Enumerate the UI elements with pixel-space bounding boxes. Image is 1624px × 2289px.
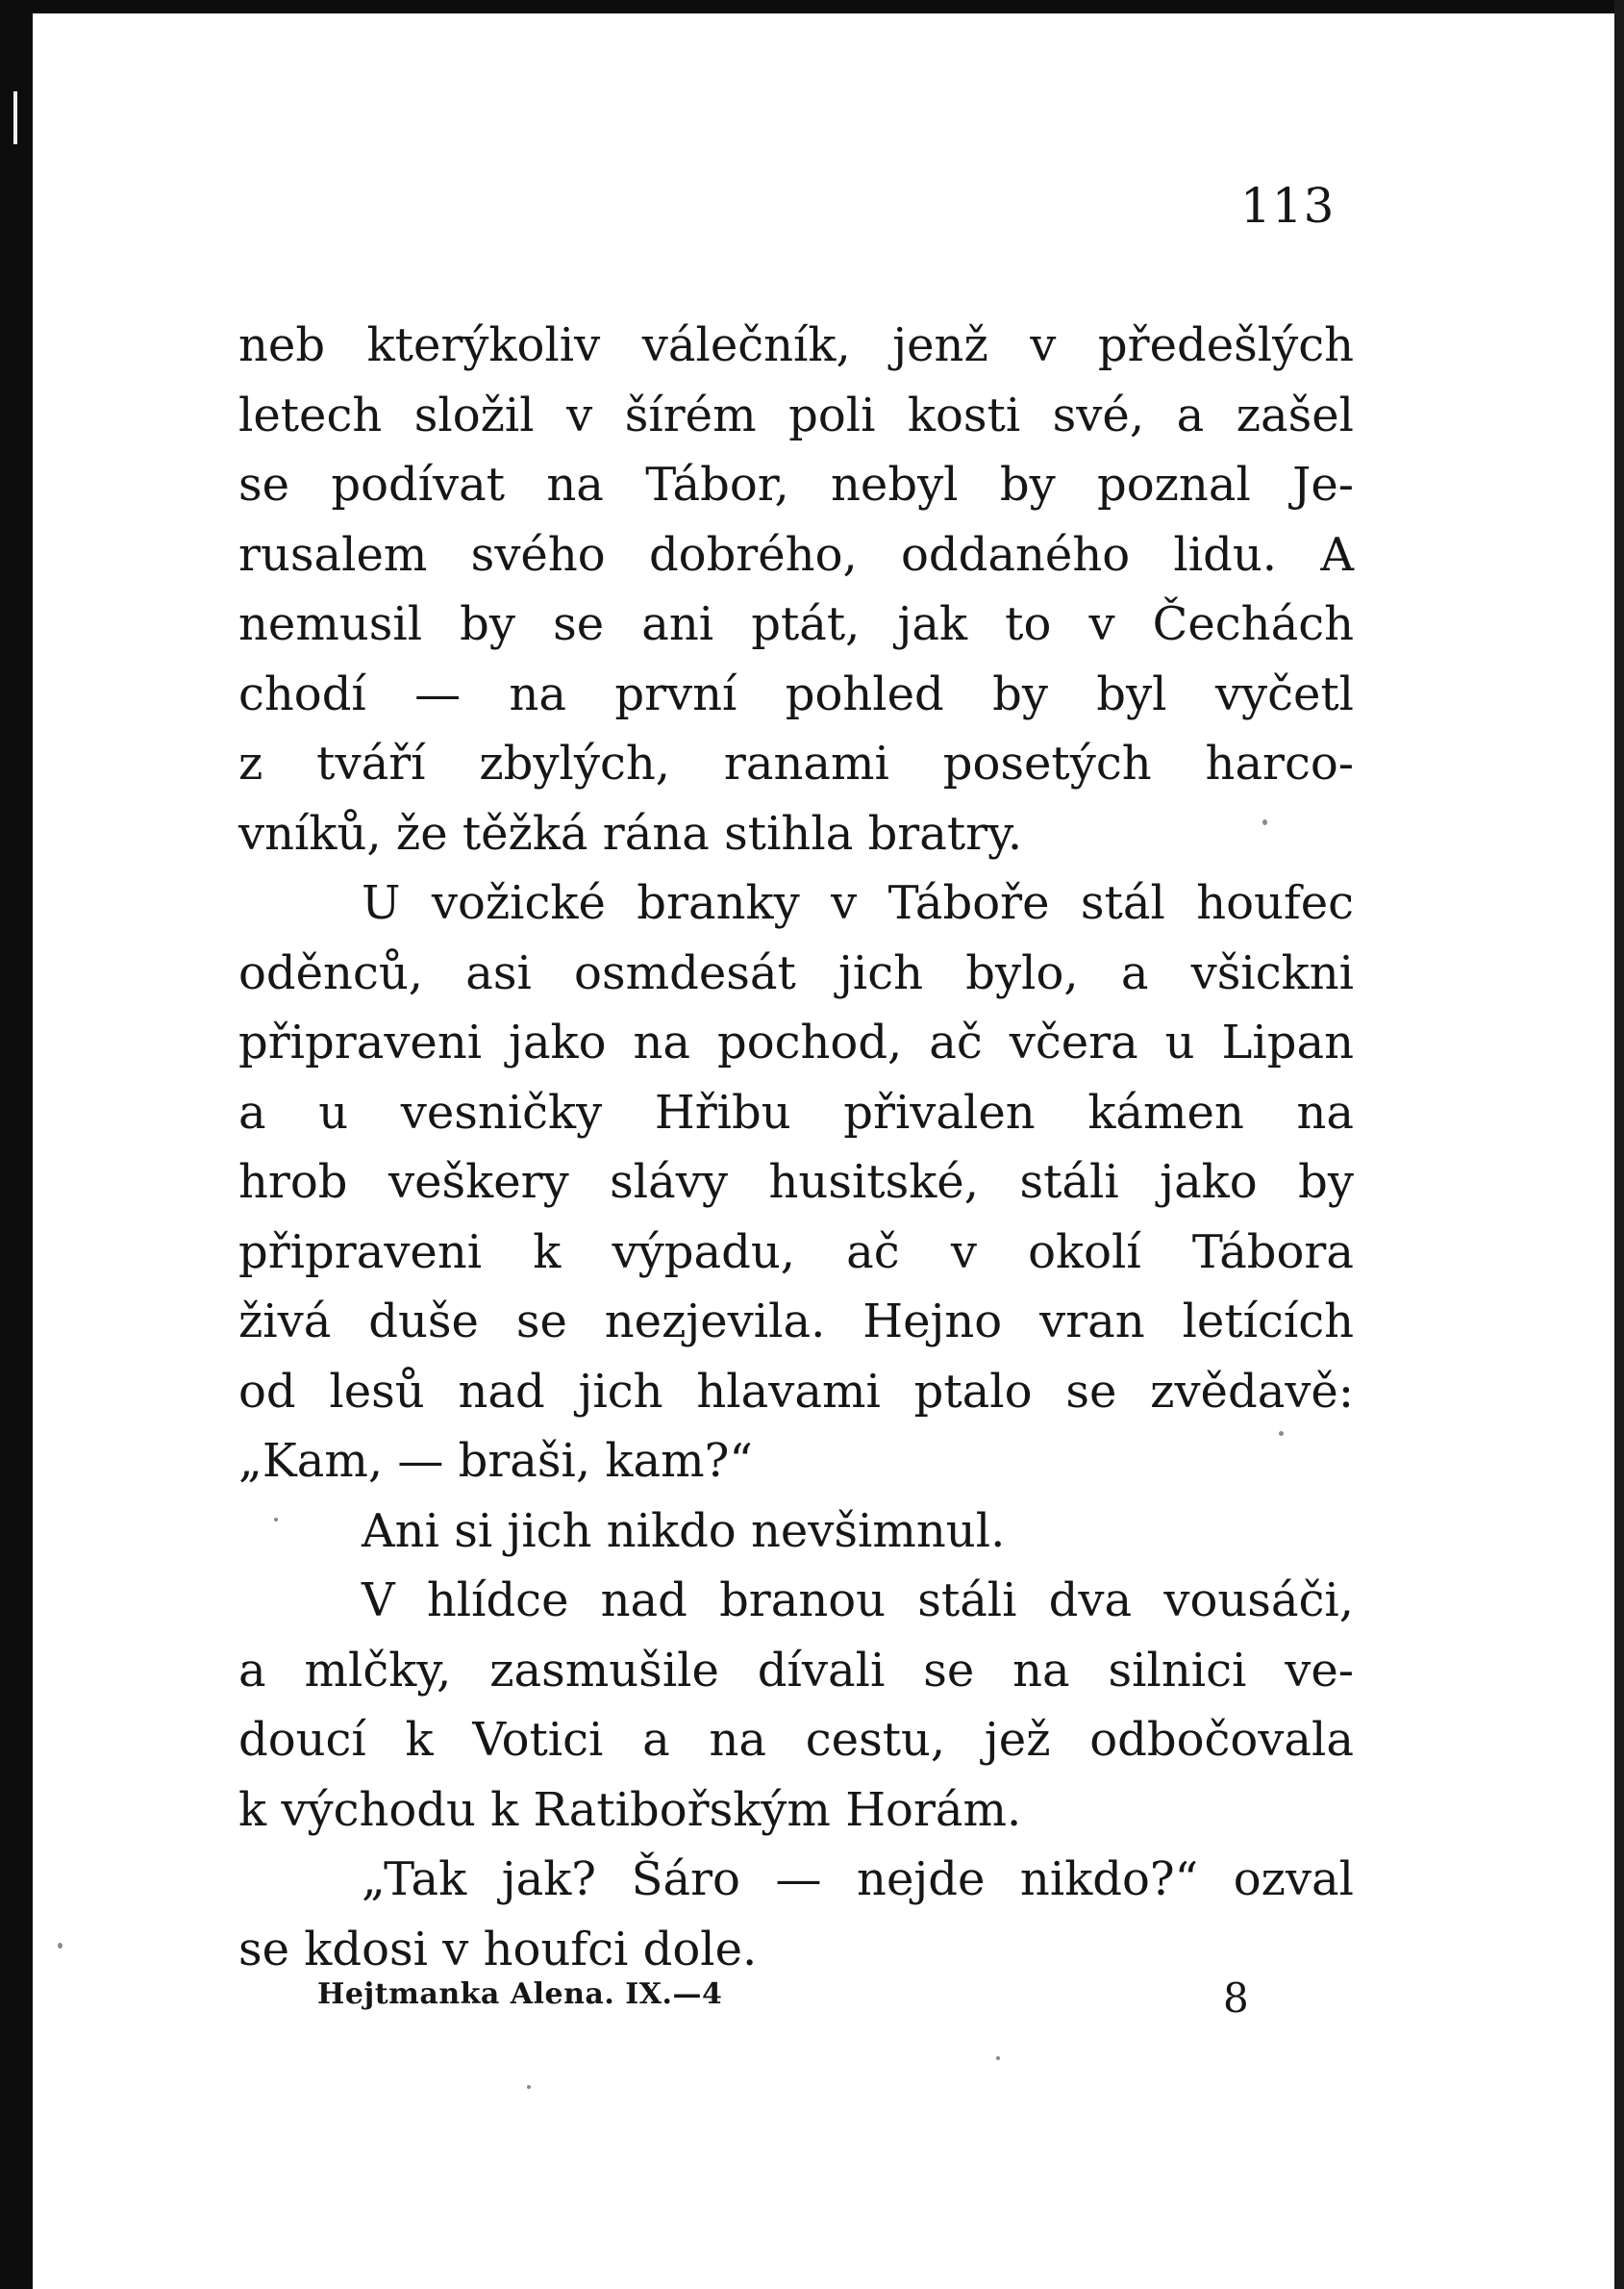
text-line: z tváří zbylých, ranami posetých harco- <box>238 737 1354 791</box>
text-line: letech složil v šírém poli kosti své, a zašel <box>238 388 1354 442</box>
text-line: „Tak jak? Šáro — nejde nikdo?“ ozval <box>362 1852 1354 1906</box>
text-line: nemusil by se ani ptát, jak to v Čechách <box>238 597 1354 651</box>
text-line: U vožické branky v Táboře stál houfec <box>362 876 1354 930</box>
scan-speck <box>527 2085 531 2089</box>
text-line: „Kam, — braši, kam?“ <box>238 1434 753 1488</box>
text-line: a mlčky, zasmušile dívali se na silnici ve- <box>238 1643 1354 1698</box>
text-line: živá duše se nezjevila. Hejno vran letících <box>238 1295 1354 1348</box>
scan-speck <box>274 1518 278 1522</box>
body-text <box>238 311 1354 1984</box>
scan-border-top <box>0 0 1624 13</box>
text-line: V hlídce nad branou stáli dva vousáči, <box>362 1573 1354 1627</box>
scan-edge-mark <box>13 91 17 144</box>
page-number: 113 <box>1240 178 1336 234</box>
text-line: od lesů nad jich hlavami ptalo se zvědavě: <box>238 1364 1354 1419</box>
text-line: neb kterýkoliv válečník, jenž v předešlých <box>238 318 1354 372</box>
scan-speck <box>1279 1431 1284 1436</box>
scan-speck <box>1262 819 1267 825</box>
text-line: hrob veškery slávy husitské, stáli jako by <box>238 1155 1354 1209</box>
text-line: k východu k Ratibořským Horám. <box>238 1782 1022 1837</box>
text-line: rusalem svého dobrého, oddaného lidu. A <box>238 527 1354 582</box>
text-line: se podívat na Tábor, nebyl by poznal Je- <box>238 458 1354 512</box>
text-line: oděnců, asi osmdesát jich bylo, a všickni <box>238 945 1354 1000</box>
text-line: doucí k Votici a na cestu, jež odbočovala <box>238 1713 1354 1767</box>
scan-speck <box>58 1943 62 1949</box>
text-line: chodí — na první pohled by byl vyčetl <box>238 667 1354 721</box>
text-line: vníků, že těžká rána stihla bratry. <box>238 806 1023 861</box>
signature-number: 8 <box>1223 1975 1249 2022</box>
text-line: připraveni jako na pochod, ač včera u Lipan <box>238 1016 1354 1069</box>
text-line: Ani si jich nikdo nevšimnul. <box>362 1503 1006 1558</box>
scan-speck <box>996 2056 1000 2060</box>
text-line: se kdosi v houfci dole. <box>238 1922 758 1976</box>
text-line: připraveni k výpadu, ač v okolí Tábora <box>238 1224 1354 1279</box>
text-line: a u vesničky Hřibu přivalen kámen na <box>238 1085 1354 1140</box>
printer-signature: Hejtmanka Alena. IX.—4 <box>317 1977 723 2011</box>
scan-border-right <box>1614 0 1624 2289</box>
scan-border-left <box>0 0 33 2289</box>
